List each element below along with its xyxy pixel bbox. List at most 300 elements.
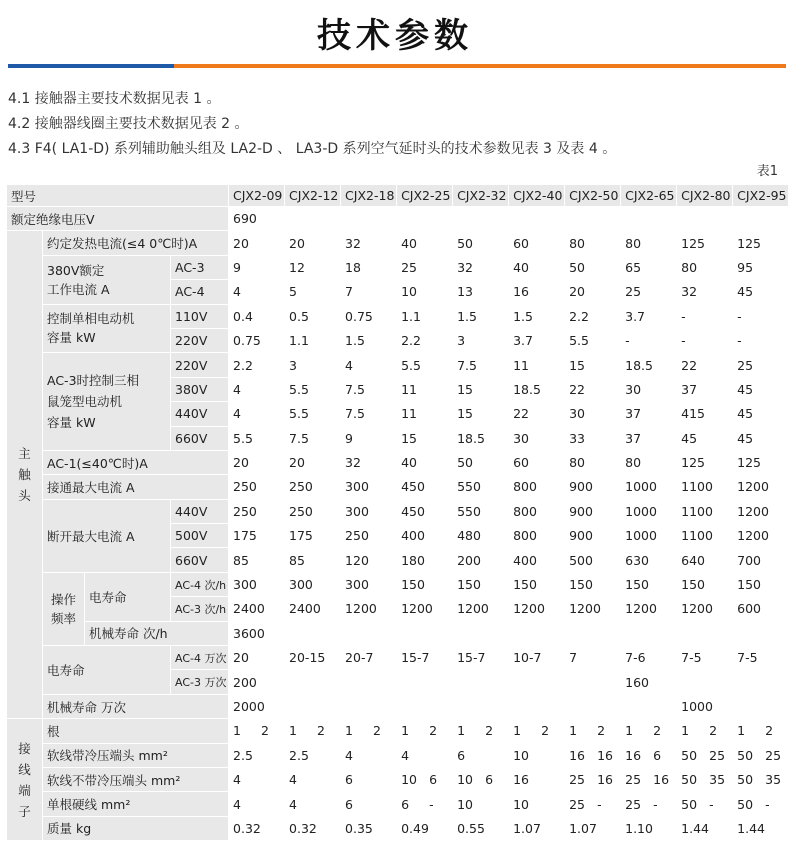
table-cell: 6 bbox=[649, 743, 677, 767]
table-cell: 1 bbox=[509, 719, 537, 743]
table-cell: 690 bbox=[229, 207, 789, 231]
table-cell: 1100 bbox=[677, 499, 733, 523]
table-cell: 0.35 bbox=[341, 816, 397, 840]
table-cell: 10 bbox=[453, 792, 481, 816]
table-cell: 16 bbox=[509, 280, 565, 304]
table-row bbox=[7, 353, 789, 377]
table-cell: 6 bbox=[425, 767, 453, 791]
row-label: 机械寿命 次/h bbox=[85, 621, 229, 645]
row-label: 断开最大电流 A bbox=[43, 499, 171, 572]
table-cell: 3600 bbox=[229, 621, 789, 645]
table-cell: 22 bbox=[565, 377, 621, 401]
table-cell: 33 bbox=[565, 426, 621, 450]
table-cell: 16 bbox=[621, 743, 649, 767]
row-label: 约定发热电流(≤4 0℃时)A bbox=[43, 231, 229, 255]
table-cell: 480 bbox=[453, 524, 509, 548]
table-cell: 37 bbox=[621, 402, 677, 426]
table-cell: 180 bbox=[397, 548, 453, 572]
table-cell: 25 bbox=[761, 743, 789, 767]
table-cell: 250 bbox=[229, 499, 285, 523]
table-row bbox=[7, 231, 789, 255]
model-header: CJX2-12 bbox=[285, 185, 341, 207]
table-cell: 50 bbox=[733, 743, 761, 767]
model-header: CJX2-25 bbox=[397, 185, 453, 207]
table-row bbox=[7, 792, 789, 816]
table-cell bbox=[369, 743, 397, 767]
table-cell: 30 bbox=[509, 426, 565, 450]
table-cell: 4 bbox=[397, 743, 425, 767]
table-cell: 80 bbox=[565, 450, 621, 474]
table-cell bbox=[257, 792, 285, 816]
table-cell: 0.75 bbox=[341, 304, 397, 328]
table-cell: - bbox=[593, 792, 621, 816]
table-cell: 1 bbox=[565, 719, 593, 743]
sub-label: AC-4 万次 bbox=[171, 646, 229, 670]
intro-line-1: 4.1 接触器主要技术数据见表 1 。 bbox=[8, 91, 221, 107]
table-cell: 1 bbox=[621, 719, 649, 743]
table-cell: 9 bbox=[341, 426, 397, 450]
table-cell: 1200 bbox=[677, 597, 733, 621]
table-row bbox=[7, 499, 789, 523]
table-cell: 1 bbox=[229, 719, 257, 743]
row-label: 单根硬线 mm² bbox=[43, 792, 229, 816]
table-cell: 1200 bbox=[565, 597, 621, 621]
table-cell: 1 bbox=[397, 719, 425, 743]
table-cell: 0.4 bbox=[229, 304, 285, 328]
table-cell: 450 bbox=[397, 475, 453, 499]
table-cell: 18.5 bbox=[509, 377, 565, 401]
table-row bbox=[7, 304, 789, 328]
table-cell: 15-7 bbox=[397, 646, 453, 670]
table-cell: 20 bbox=[285, 450, 341, 474]
table-cell: 15-7 bbox=[453, 646, 509, 670]
table-cell: 60 bbox=[509, 231, 565, 255]
table-cell bbox=[313, 792, 341, 816]
table-cell: 18 bbox=[341, 255, 397, 279]
table-cell: 40 bbox=[397, 450, 453, 474]
table-cell: 150 bbox=[453, 572, 509, 596]
table-cell: 50 bbox=[565, 255, 621, 279]
table-cell: 35 bbox=[761, 767, 789, 791]
table-row bbox=[7, 694, 789, 718]
table-cell: 1100 bbox=[677, 524, 733, 548]
table-label: 表1 bbox=[756, 164, 778, 179]
table-cell: 60 bbox=[509, 450, 565, 474]
table-cell: - bbox=[733, 304, 789, 328]
table-cell: 45 bbox=[733, 280, 789, 304]
table-cell: 37 bbox=[621, 426, 677, 450]
table-cell: 0.32 bbox=[229, 816, 285, 840]
table-cell: 7.5 bbox=[341, 377, 397, 401]
table-cell: 7.5 bbox=[341, 402, 397, 426]
table-cell: 630 bbox=[621, 548, 677, 572]
table-cell: 1.07 bbox=[509, 816, 565, 840]
title-underline-blue bbox=[8, 64, 174, 68]
table-cell: 150 bbox=[677, 572, 733, 596]
table-cell: 32 bbox=[677, 280, 733, 304]
table-cell: 11 bbox=[397, 402, 453, 426]
table-cell: 25 bbox=[397, 255, 453, 279]
table-cell: 18.5 bbox=[621, 353, 677, 377]
table-cell: 0.5 bbox=[285, 304, 341, 328]
table-cell: 4 bbox=[229, 792, 257, 816]
table-cell: 1.1 bbox=[397, 304, 453, 328]
table-cell: 50 bbox=[733, 792, 761, 816]
table-cell: 0.32 bbox=[285, 816, 341, 840]
row-label: 电寿命 bbox=[85, 572, 171, 621]
header-row bbox=[7, 185, 789, 207]
table-cell: 2 bbox=[425, 719, 453, 743]
table-cell bbox=[313, 743, 341, 767]
table-cell: 25 bbox=[621, 792, 649, 816]
table-cell: 2 bbox=[649, 719, 677, 743]
table-cell: 2 bbox=[257, 719, 285, 743]
table-cell: 80 bbox=[621, 231, 677, 255]
main-contact-label: 主触头 bbox=[7, 231, 43, 719]
table-row bbox=[7, 646, 789, 670]
table-cell: 30 bbox=[565, 402, 621, 426]
table-cell bbox=[537, 767, 565, 791]
table-row bbox=[7, 255, 789, 279]
sub-label: AC-3 万次 bbox=[171, 670, 229, 694]
table-cell: 85 bbox=[229, 548, 285, 572]
table-cell: 16 bbox=[649, 767, 677, 791]
sub-label: 380V bbox=[171, 377, 229, 401]
table-cell: 50 bbox=[453, 231, 509, 255]
table-row bbox=[7, 450, 789, 474]
table-cell: 1200 bbox=[397, 597, 453, 621]
model-header: CJX2-50 bbox=[565, 185, 621, 207]
intro-line-2: 4.2 接触器线圈主要技术数据见表 2 。 bbox=[8, 116, 249, 132]
table-cell: 3.7 bbox=[509, 328, 565, 352]
table-cell: 2400 bbox=[285, 597, 341, 621]
table-cell: 800 bbox=[509, 499, 565, 523]
table-cell: 600 bbox=[733, 597, 789, 621]
row-label: 机械寿命 万次 bbox=[43, 694, 229, 718]
table-cell: 300 bbox=[341, 572, 397, 596]
row-label: AC-1(≤40℃时)A bbox=[43, 450, 229, 474]
model-header: CJX2-95 bbox=[733, 185, 789, 207]
table-cell: 200 bbox=[229, 670, 621, 694]
table-cell: 50 bbox=[677, 743, 705, 767]
table-cell: 175 bbox=[229, 524, 285, 548]
table-cell: 25 bbox=[565, 767, 593, 791]
table-cell: 45 bbox=[677, 426, 733, 450]
sub-label: 110V bbox=[171, 304, 229, 328]
table-cell: 250 bbox=[229, 475, 285, 499]
table-cell: 640 bbox=[677, 548, 733, 572]
model-header: CJX2-32 bbox=[453, 185, 509, 207]
table-cell: 3 bbox=[453, 328, 509, 352]
table-cell: 125 bbox=[733, 231, 789, 255]
table-cell: 16 bbox=[509, 767, 537, 791]
table-cell: 22 bbox=[677, 353, 733, 377]
table-cell: 2 bbox=[481, 719, 509, 743]
table-row bbox=[7, 207, 789, 231]
table-cell: 20 bbox=[229, 646, 285, 670]
table-cell: 2000 bbox=[229, 694, 677, 718]
table-cell: 25 bbox=[705, 743, 733, 767]
table-cell: 10 bbox=[509, 792, 537, 816]
table-cell: 1 bbox=[453, 719, 481, 743]
table-cell: 7.5 bbox=[285, 426, 341, 450]
table-cell: 250 bbox=[285, 499, 341, 523]
table-cell: 500 bbox=[565, 548, 621, 572]
table-cell: 7.5 bbox=[453, 353, 509, 377]
table-cell: 4 bbox=[285, 767, 313, 791]
table-cell: 80 bbox=[565, 231, 621, 255]
table-cell: 13 bbox=[453, 280, 509, 304]
sub-label: 660V bbox=[171, 548, 229, 572]
table-cell: 120 bbox=[341, 548, 397, 572]
table-cell: 10 bbox=[397, 280, 453, 304]
table-cell: 900 bbox=[565, 475, 621, 499]
table-cell bbox=[481, 792, 509, 816]
table-cell: 2 bbox=[537, 719, 565, 743]
table-cell: 2.2 bbox=[397, 328, 453, 352]
table-cell: 125 bbox=[677, 231, 733, 255]
table-row bbox=[7, 572, 789, 596]
table-cell: - bbox=[677, 328, 733, 352]
table-cell: 550 bbox=[453, 499, 509, 523]
table-cell: 25 bbox=[733, 353, 789, 377]
table-cell: 0.55 bbox=[453, 816, 509, 840]
table-cell: 10 bbox=[453, 767, 481, 791]
table-cell: 150 bbox=[733, 572, 789, 596]
table-cell: 1200 bbox=[509, 597, 565, 621]
table-cell: 150 bbox=[509, 572, 565, 596]
table-cell: 1200 bbox=[453, 597, 509, 621]
table-cell: 800 bbox=[509, 475, 565, 499]
table-cell: 5.5 bbox=[397, 353, 453, 377]
table-cell: 1.5 bbox=[341, 328, 397, 352]
table-cell: 32 bbox=[341, 231, 397, 255]
table-cell: 300 bbox=[285, 572, 341, 596]
table-cell: 50 bbox=[677, 792, 705, 816]
table-cell: 16 bbox=[593, 743, 621, 767]
table-cell: 6 bbox=[453, 743, 481, 767]
model-label: 型号 bbox=[7, 185, 229, 207]
table-cell: 4 bbox=[341, 743, 369, 767]
table-cell: 45 bbox=[733, 426, 789, 450]
table-cell: 16 bbox=[565, 743, 593, 767]
table-cell bbox=[537, 743, 565, 767]
sub-label: AC-4 次/h bbox=[171, 572, 229, 596]
table-cell: 20-7 bbox=[341, 646, 397, 670]
table-cell: - bbox=[761, 792, 789, 816]
sub-label: AC-3 bbox=[171, 255, 229, 279]
table-cell: 1.44 bbox=[733, 816, 789, 840]
row-label: AC-3时控制三相 鼠笼型电动机 容量 kW bbox=[43, 353, 171, 451]
table-cell: 400 bbox=[509, 548, 565, 572]
table-cell: 45 bbox=[733, 377, 789, 401]
table-cell: 300 bbox=[229, 572, 285, 596]
table-cell: - bbox=[425, 792, 453, 816]
table-cell: 40 bbox=[397, 231, 453, 255]
table-cell: 160 bbox=[621, 670, 789, 694]
table-cell: 450 bbox=[397, 499, 453, 523]
model-header: CJX2-40 bbox=[509, 185, 565, 207]
table-cell: 1200 bbox=[733, 499, 789, 523]
table-cell: 1.5 bbox=[453, 304, 509, 328]
table-row bbox=[7, 743, 789, 767]
table-cell: 11 bbox=[509, 353, 565, 377]
table-cell: 2.5 bbox=[285, 743, 313, 767]
table-cell bbox=[537, 792, 565, 816]
table-cell: 1 bbox=[677, 719, 705, 743]
row-label: 380V额定 工作电流 A bbox=[43, 255, 171, 304]
table-cell bbox=[257, 767, 285, 791]
table-cell: 5.5 bbox=[229, 426, 285, 450]
table-cell bbox=[257, 743, 285, 767]
table-row bbox=[7, 719, 789, 743]
table-cell: 15 bbox=[397, 426, 453, 450]
table-cell: 1000 bbox=[621, 524, 677, 548]
table-cell bbox=[425, 743, 453, 767]
table-cell: 2 bbox=[593, 719, 621, 743]
table-cell: 40 bbox=[509, 255, 565, 279]
model-header: CJX2-65 bbox=[621, 185, 677, 207]
table-cell: 2 bbox=[705, 719, 733, 743]
table-cell: 1.5 bbox=[509, 304, 565, 328]
table-cell: 900 bbox=[565, 524, 621, 548]
table-cell: 6 bbox=[341, 767, 369, 791]
table-cell: 15 bbox=[453, 402, 509, 426]
table-cell: 1 bbox=[285, 719, 313, 743]
sub-label: AC-4 bbox=[171, 280, 229, 304]
table-cell: 700 bbox=[733, 548, 789, 572]
table-cell: 50 bbox=[733, 767, 761, 791]
table-cell: 125 bbox=[677, 450, 733, 474]
table-cell: 4 bbox=[229, 280, 285, 304]
table-cell: 80 bbox=[621, 450, 677, 474]
table-cell: 200 bbox=[453, 548, 509, 572]
table-cell: 1200 bbox=[733, 524, 789, 548]
table-cell: 1000 bbox=[677, 694, 789, 718]
page-title: 技术参数 bbox=[317, 16, 473, 56]
table-cell: 16 bbox=[593, 767, 621, 791]
table-cell: 32 bbox=[341, 450, 397, 474]
table-cell: 20 bbox=[565, 280, 621, 304]
table-cell: 18.5 bbox=[453, 426, 509, 450]
table-cell bbox=[369, 792, 397, 816]
row-label: 软线不带冷压端头 mm² bbox=[43, 767, 229, 791]
table-cell bbox=[481, 743, 509, 767]
table-cell: 1200 bbox=[733, 475, 789, 499]
table-cell: 1100 bbox=[677, 475, 733, 499]
table-cell: 37 bbox=[677, 377, 733, 401]
row-label: 操作 频率 bbox=[43, 572, 85, 645]
row-label: 电寿命 bbox=[43, 646, 171, 695]
table-cell: 4 bbox=[341, 353, 397, 377]
table-cell: 0.75 bbox=[229, 328, 285, 352]
table-cell: 85 bbox=[285, 548, 341, 572]
table-cell: 32 bbox=[453, 255, 509, 279]
row-label: 额定绝缘电压V bbox=[7, 207, 229, 231]
table-cell: 800 bbox=[509, 524, 565, 548]
table-cell: 175 bbox=[285, 524, 341, 548]
table-cell: 15 bbox=[565, 353, 621, 377]
table-cell: 22 bbox=[509, 402, 565, 426]
table-cell: 5.5 bbox=[565, 328, 621, 352]
table-cell: 65 bbox=[621, 255, 677, 279]
table-cell: 550 bbox=[453, 475, 509, 499]
table-cell: 6 bbox=[481, 767, 509, 791]
table-cell: 20 bbox=[285, 231, 341, 255]
table-cell bbox=[313, 767, 341, 791]
table-cell: 900 bbox=[565, 499, 621, 523]
table-cell: - bbox=[621, 328, 677, 352]
intro-line-3: 4.3 F4( LA1-D) 系列辅助触头组及 LA2-D 、 LA3-D 系列空气延时头的技术参数见表 3 及表 4 。 bbox=[8, 141, 617, 157]
table-cell: 95 bbox=[733, 255, 789, 279]
table-cell: 4 bbox=[229, 767, 257, 791]
model-header: CJX2-18 bbox=[341, 185, 397, 207]
table-cell: 12 bbox=[285, 255, 341, 279]
sub-label: 220V bbox=[171, 328, 229, 352]
sub-label: 440V bbox=[171, 402, 229, 426]
table-cell: 2.5 bbox=[229, 743, 257, 767]
table-cell bbox=[369, 767, 397, 791]
table-cell: 250 bbox=[285, 475, 341, 499]
table-cell: 7 bbox=[565, 646, 621, 670]
table-row bbox=[7, 621, 789, 645]
table-cell: 7-6 bbox=[621, 646, 677, 670]
table-cell: 5.5 bbox=[285, 402, 341, 426]
table-cell: 30 bbox=[621, 377, 677, 401]
row-label: 接通最大电流 A bbox=[43, 475, 229, 499]
table-cell: 1000 bbox=[621, 475, 677, 499]
table-cell: 3 bbox=[285, 353, 341, 377]
table-cell: 0.49 bbox=[397, 816, 453, 840]
table-cell: 10-7 bbox=[509, 646, 565, 670]
table-cell: 9 bbox=[229, 255, 285, 279]
title-underline-orange bbox=[174, 64, 786, 68]
table-cell: 25 bbox=[565, 792, 593, 816]
row-label: 质量 kg bbox=[43, 816, 229, 840]
table-cell: 300 bbox=[341, 499, 397, 523]
table-cell: 3.7 bbox=[621, 304, 677, 328]
table-cell: - bbox=[677, 304, 733, 328]
table-cell: 2 bbox=[761, 719, 789, 743]
sub-label: 660V bbox=[171, 426, 229, 450]
table-cell: 20-15 bbox=[285, 646, 341, 670]
table-cell: 2.2 bbox=[565, 304, 621, 328]
table-cell: 1.1 bbox=[285, 328, 341, 352]
table-cell: 415 bbox=[677, 402, 733, 426]
table-cell: 6 bbox=[341, 792, 369, 816]
table-cell: 7-5 bbox=[677, 646, 733, 670]
model-header: CJX2-80 bbox=[677, 185, 733, 207]
table-cell: 1.44 bbox=[677, 816, 733, 840]
table-cell: 7-5 bbox=[733, 646, 789, 670]
table-cell: 25 bbox=[621, 280, 677, 304]
table-cell: 10 bbox=[509, 743, 537, 767]
table-cell: 4 bbox=[229, 377, 285, 401]
table-cell: 125 bbox=[733, 450, 789, 474]
table-cell: 45 bbox=[733, 402, 789, 426]
table-cell: 7 bbox=[341, 280, 397, 304]
table-row bbox=[7, 767, 789, 791]
table-cell: 50 bbox=[677, 767, 705, 791]
table-cell: 2400 bbox=[229, 597, 285, 621]
table-cell: - bbox=[649, 792, 677, 816]
table-row bbox=[7, 475, 789, 499]
table-cell: 2 bbox=[313, 719, 341, 743]
table-cell: 5 bbox=[285, 280, 341, 304]
table-cell: 20 bbox=[229, 231, 285, 255]
table-cell: 1200 bbox=[341, 597, 397, 621]
row-label: 控制单相电动机 容量 kW bbox=[43, 304, 171, 353]
